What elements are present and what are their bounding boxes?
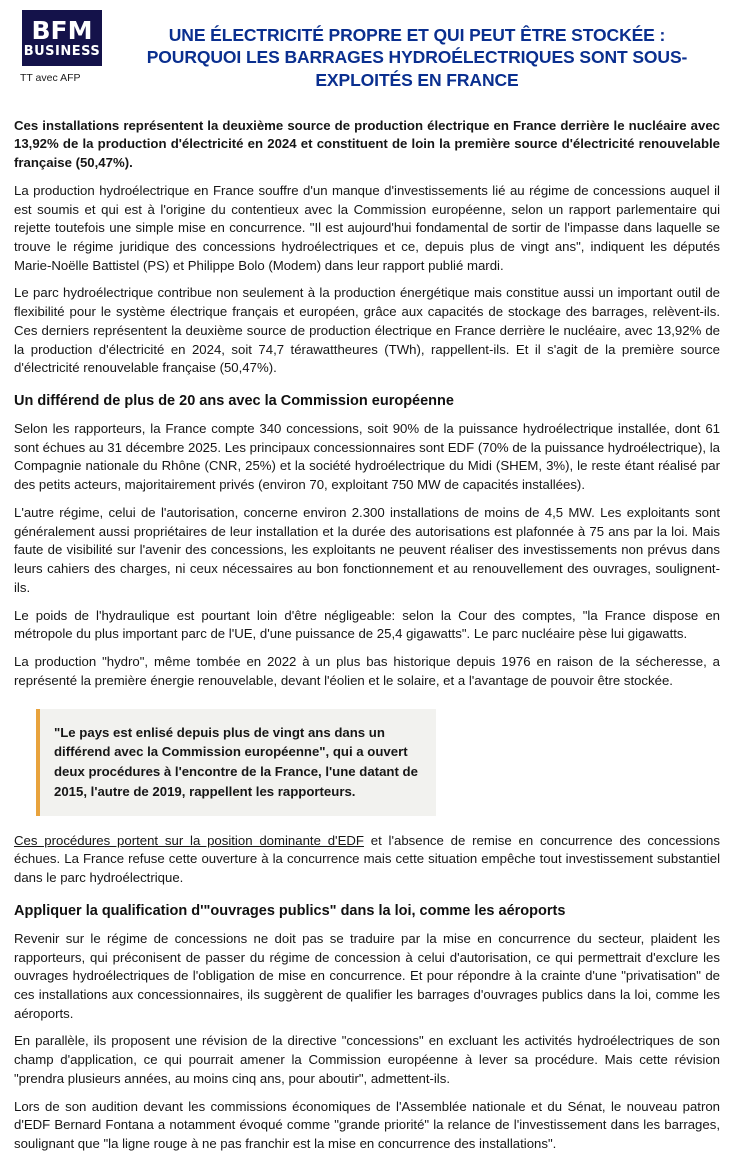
section-heading-2: Appliquer la qualification d'"ouvrages publics" dans la loi, comme les aéroports <box>14 902 566 919</box>
article-paragraph: Lors de son audition devant les commissions économiques de l'Assemblée nationale et du Sénat, le nouveau patron d'EDF Bernard Fontana a notamment évoqué comme "grande priorité" la relance de l'investissement dans les barrages, soulignant que "la ligne rouge à ne pas franchir est la mise en concurrence des installations". <box>14 1098 720 1152</box>
article-paragraph: La production hydroélectrique en France souffre d'un manque d'investissements lié au régime de concessions auquel il est soumis et qui est à l'origine du contentieux avec la Commission européenne, selon un rapport parlementaire qui rejette toutefois une simple mise en concurrence. "Il est aujourd'hui fondamental de sortir de l'impasse dans laquelle se trouve le régime juridique des concessions hydroélectriques et ce, depuis plus de vingt ans", indiquent les députés Marie-Noëlle Battistel (PS) et Philippe Bolo (Modem) dans leur rapport publié mardi. <box>14 182 720 273</box>
article-paragraph: L'autre régime, celui de l'autorisation, concerne environ 2.300 installations de moins de 4,5 MW. Les exploitants sont généralement aussi propriétaires de leur installation et la durée des autorisations est plafonnée à 75 ans par la loi. Mais faute de visibilité sur l'avenir des concessions, les exploitants ne peuvent réaliser des investissements non prévus dans leurs cahiers des charges, ni ceux nécessaires au bon fonctionnement et au renouvellement des ouvrages, soulignent-ils. <box>14 504 720 595</box>
article-lede: Ces installations représentent la deuxième source de production électrique en France derrière le nucléaire avec 13,92% de la production d'électricité en 2024 et constituent de loin la première source d'électricité renouvelable française (50,47%). <box>14 117 720 171</box>
bfm-business-logo <box>22 10 102 66</box>
brand-block <box>14 10 110 84</box>
page-title: UNE ÉLECTRICITÉ PROPRE ET QUI PEUT ÊTRE STOCKÉE : POURQUOI LES BARRAGES HYDROÉLECTRIQUES SONT SOUS-EXPLOITÉS EN FRANCE <box>146 24 688 90</box>
article-paragraph: La production "hydro", même tombée en 2022 à un plus bas historique depuis 1976 en raison de la sécheresse, a représenté la première énergie renouvelable, devant l'éolien et le solaire, et a l'avantage de pouvoir être stockée. <box>14 654 720 688</box>
logo-line-2: BUSINESS <box>23 44 101 59</box>
article-paragraph: En parallèle, ils proposent une révision de la directive "concessions" en excluant les activités hydroélectriques de son champ d'application, ce qui pourrait amener la Commission européenne à lever sa procédure. Mais cette révision "prendra plusieurs années, au moins cinq ans, pour aboutir", admettent-ils. <box>14 1033 720 1086</box>
inline-link[interactable]: Ces procédures portent sur la position dominante d'EDF <box>14 832 364 848</box>
paragraph-remainder: et l'absence de remise en concurrence des concessions échues. La France refuse cette ouverture à la concurrence mais cette situation empêche tout investissement substantiel dans le parc hydroélectrique. <box>14 832 720 886</box>
article-paragraph: Le parc hydroélectrique contribue non seulement à la production énergétique mais constitue aussi un important outil de flexibilité pour le système électrique français et européen, grâce aux capacités de stockage des barrages, relèvent-ils. Ces derniers représentent la deuxième source de production électrique en France derrière le nucléaire, avec 13,92% de la production d'électricité en 2024, soit 74,7 térawattheures (TWh), rappellent-ils. Et il s'agit de la première source d'électricité renouvelable française (50,47%). <box>14 285 720 376</box>
section-heading-1: Un différend de plus de 20 ans avec la Commission européenne <box>14 393 454 410</box>
article-paragraph: Le poids de l'hydraulique est pourtant loin d'être négligeable: selon la Cour des comptes, "la France dispose en métropole du plus important parc de l'UE, d'une puissance de 25,4 gigawatts". Le parc nucléaire pèse lui gigawatts. <box>14 607 720 642</box>
article-paragraph: Revenir sur le régime de concessions ne doit pas se traduire par la mise en concurrence du secteur, plaident les rapporteurs, qui préconisent de passer du régime de concession à celui d'autorisation, ce qui permettrait d'exclure les ouvrages hydroélectriques de l'obligation de mise en concurrence. Et pour répondre à la crainte d'une "privatisation" de ces installations aux concessionnaires, ils suggèrent de qualifier les barrages d'ouvrages publics dans la loi, comme les aéroports. <box>14 930 720 1021</box>
byline: TT avec AFP <box>20 72 81 84</box>
article-paragraph: Selon les rapporteurs, la France compte 340 concessions, soit 90% de la puissance hydroélectrique installée, dont 61 sont échues au 31 décembre 2025. Les principaux concessionnaires sont EDF (70% de la puissance hydroélectrique), la Compagnie nationale du Rhône (CNR, 25%) et la société hydroélectrique du Midi (SHEM, 3%), le reste étant réalisé par des petits acteurs, majoritairement privés (environ 70, exploitant 750 MW de capacités installées). <box>14 421 720 493</box>
article-header <box>14 10 720 103</box>
pull-quote: "Le pays est enlisé depuis plus de vingt ans dans un différend avec la Commission européenne", qui a ouvert deux procédures à l'encontre de la France, l'une datant de 2015, l'autre de 2019, rappellent les rapporteurs. <box>36 709 436 816</box>
article-paragraph-with-link <box>14 832 720 888</box>
logo-line-1: BFM <box>31 16 93 45</box>
